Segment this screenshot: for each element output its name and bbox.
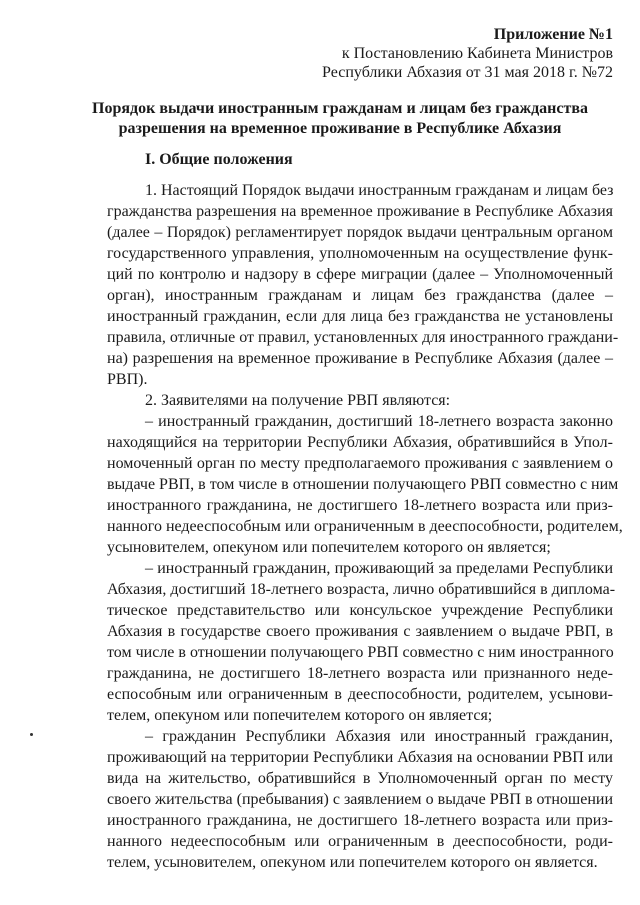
paragraph-line: на) разрешения на временное проживание в Республике Абхазия (далее – bbox=[107, 350, 613, 367]
paragraph-line: ций по контролю и надзору в сфере миграции (далее – Уполномоченный bbox=[107, 266, 613, 283]
list-item-line: Абхазия в государстве своего проживания с заявлением о выдаче РВП, в bbox=[107, 623, 613, 640]
list-item-line: том числе в отношении получающего РВП совместно с ним иностранного bbox=[107, 644, 614, 661]
list-item-line: еспособным или ограниченным в дееспособности, родителем, усынови- bbox=[107, 686, 613, 703]
list-item-line: тическое представительство или консульское учреждение Республики bbox=[107, 602, 613, 619]
paragraph-line: правила, отличные от правил, установленных для иностранного граждани- bbox=[107, 329, 619, 346]
list-item-line: усыновителем, опекуном или попечителем которого он является; bbox=[107, 539, 551, 556]
paragraph-line: 1. Настоящий Порядок выдачи иностранным гражданам и лицам без bbox=[145, 182, 614, 199]
scan-speck bbox=[30, 733, 33, 736]
list-item-line: своего жительства (пребывания) с заявлением о выдаче РВП в отношении bbox=[107, 791, 613, 808]
appendix-label: Приложение №1 bbox=[493, 26, 613, 43]
list-item-line: гражданина, не достигшего 18-летнего возраста или признанного неде- bbox=[107, 665, 613, 682]
list-item-line: проживающий на территории Республики Абхазия на основании РВП или bbox=[107, 749, 613, 766]
paragraph-line: государственного управления, уполномоченным на осуществление функ- bbox=[107, 245, 613, 262]
document-title-line-2: разрешения на временное проживание в Республике Абхазия bbox=[118, 120, 562, 137]
section-1-heading: I. Общие положения bbox=[145, 151, 293, 168]
list-item-line: – гражданин Республики Абхазия или иностранный гражданин, bbox=[145, 728, 613, 745]
list-item-line: иностранного гражданина, не достигшего 18-летнего возраста или приз- bbox=[107, 497, 613, 514]
list-item-line: телем, опекуном или попечителем которого он является; bbox=[107, 707, 493, 724]
paragraph-line: (далее – Порядок) регламентирует порядок выдачи центральным органом bbox=[107, 224, 613, 241]
list-item-line: иностранного гражданина, не достигшего 18-летнего возраста или приз- bbox=[107, 812, 613, 829]
paragraph-line: орган), иностранным гражданам и лицам без гражданства (далее – bbox=[107, 287, 613, 304]
paragraph-line: иностранный гражданин, если для лица без гражданства не установлены bbox=[107, 308, 613, 325]
list-item-line: выдаче РВП, в том числе в отношении получающего РВП совместно с ним bbox=[107, 476, 619, 493]
list-item-line: вида на жительство, обратившийся в Уполномоченный орган по месту bbox=[107, 770, 613, 787]
paragraph-line: 2. Заявителями на получение РВП являются: bbox=[145, 392, 451, 409]
appendix-reference-line-2: Республики Абхазия от 31 мая 2018 г. №72 bbox=[322, 64, 613, 81]
list-item-line: – иностранный гражданин, достигший 18-летнего возраста законно bbox=[145, 413, 613, 430]
list-item-line: нанного недееспособным или ограниченным в дееспособности, роди- bbox=[107, 833, 613, 850]
list-item-line: Абхазия, достигший 18-летнего возраста, лично обратившийся в диплома- bbox=[107, 581, 616, 598]
list-item-line: нанного недееспособным или ограниченным в дееспособности, родителем, bbox=[107, 518, 623, 535]
appendix-reference-line-1: к Постановлению Кабинета Министров bbox=[341, 45, 613, 62]
list-item-line: телем, усыновителем, опекуном или попечителем которого он является. bbox=[107, 854, 598, 871]
list-item-line: – иностранный гражданин, проживающий за пределами Республики bbox=[145, 560, 613, 577]
paragraph-line: гражданства разрешения на временное проживание в Республике Абхазия bbox=[107, 203, 613, 220]
list-item-line: номоченный орган по месту предполагаемого проживания с заявлением о bbox=[107, 455, 613, 472]
list-item-line: находящийся на территории Республики Абхазия, обратившийся в Упол- bbox=[107, 434, 613, 451]
paragraph-line: РВП). bbox=[107, 371, 148, 388]
document-title-line-1: Порядок выдачи иностранным гражданам и лицам без гражданства bbox=[92, 100, 588, 117]
